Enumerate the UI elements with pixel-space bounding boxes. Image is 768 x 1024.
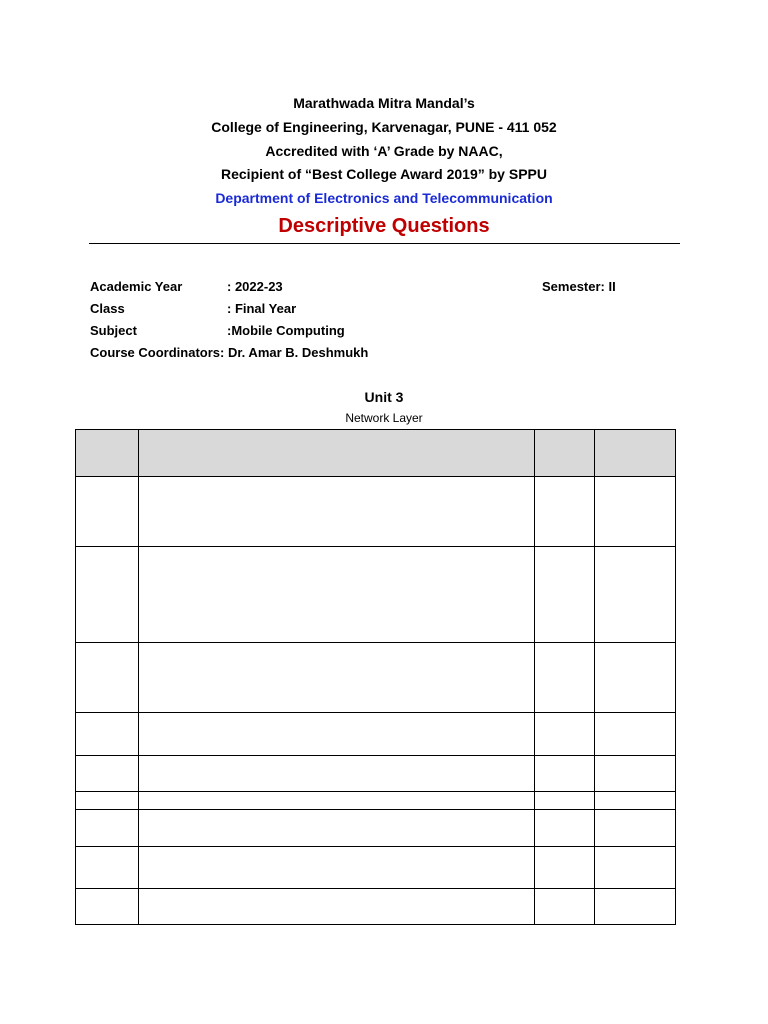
table-header-row — [76, 430, 676, 477]
table-cell — [535, 847, 595, 889]
subject-label: Subject — [90, 323, 137, 338]
class-value: : Final Year — [227, 301, 297, 316]
unit-subtitle: Network Layer — [345, 411, 423, 425]
table-cell — [76, 889, 139, 925]
table-cell — [535, 643, 595, 713]
table-cell — [595, 810, 676, 847]
table-cell — [76, 756, 139, 792]
table-row — [76, 643, 676, 713]
table-cell — [139, 889, 535, 925]
table-cell — [139, 477, 535, 547]
header-cell — [139, 430, 535, 477]
coordinators-value: Dr. Amar B. Deshmukh — [224, 345, 369, 360]
award-line: Recipient of “Best College Award 2019” by SPPU — [221, 166, 547, 182]
header-cell — [535, 430, 595, 477]
table-cell — [595, 847, 676, 889]
table-cell — [76, 643, 139, 713]
college-name: College of Engineering, Karvenagar, PUNE - 411 052 — [211, 119, 557, 135]
document-title: Descriptive Questions — [278, 215, 490, 237]
table-cell — [535, 477, 595, 547]
table-cell — [139, 643, 535, 713]
table-cell — [535, 889, 595, 925]
table-cell — [76, 792, 139, 810]
subject-value: :Mobile Computing — [227, 323, 345, 338]
table-cell — [535, 792, 595, 810]
table-cell — [139, 792, 535, 810]
table-cell — [535, 547, 595, 643]
table-cell — [535, 713, 595, 756]
subject-row — [90, 323, 345, 339]
table-cell — [139, 713, 535, 756]
table-cell — [76, 713, 139, 756]
table-row — [76, 713, 676, 756]
table-cell — [535, 810, 595, 847]
table-row — [76, 792, 676, 810]
table-cell — [76, 547, 139, 643]
academic-year-row — [90, 279, 283, 295]
institution-name: Marathwada Mitra Mandal’s — [293, 95, 475, 111]
table-cell — [76, 477, 139, 547]
unit-title: Unit 3 — [364, 389, 404, 405]
header-cell — [76, 430, 139, 477]
table-cell — [139, 756, 535, 792]
table-cell — [139, 810, 535, 847]
table-row — [76, 547, 676, 643]
department-name: Department of Electronics and Telecommunication — [215, 190, 553, 206]
table-cell — [595, 713, 676, 756]
academic-year-label: Academic Year — [90, 279, 183, 294]
table-row — [76, 889, 676, 925]
table-row — [76, 810, 676, 847]
academic-year-value: : 2022-23 — [227, 279, 283, 294]
class-label: Class — [90, 301, 125, 316]
table-cell — [139, 847, 535, 889]
table-cell — [595, 889, 676, 925]
table-cell — [595, 547, 676, 643]
coordinators-row — [90, 345, 368, 361]
table-row — [76, 756, 676, 792]
table-cell — [595, 756, 676, 792]
table-cell — [595, 792, 676, 810]
table-cell — [76, 847, 139, 889]
class-row — [90, 301, 296, 317]
table-cell — [595, 643, 676, 713]
table-cell — [595, 477, 676, 547]
questions-table — [75, 429, 676, 925]
coordinators-label: Course Coordinators: — [90, 345, 225, 360]
table-cell — [535, 756, 595, 792]
header-cell — [595, 430, 676, 477]
table-cell — [139, 547, 535, 643]
table-row — [76, 477, 676, 547]
table-cell — [76, 810, 139, 847]
semester: Semester: II — [542, 279, 616, 294]
header-divider — [89, 243, 680, 244]
accreditation: Accredited with ‘A’ Grade by NAAC, — [265, 143, 503, 159]
table-row — [76, 847, 676, 889]
